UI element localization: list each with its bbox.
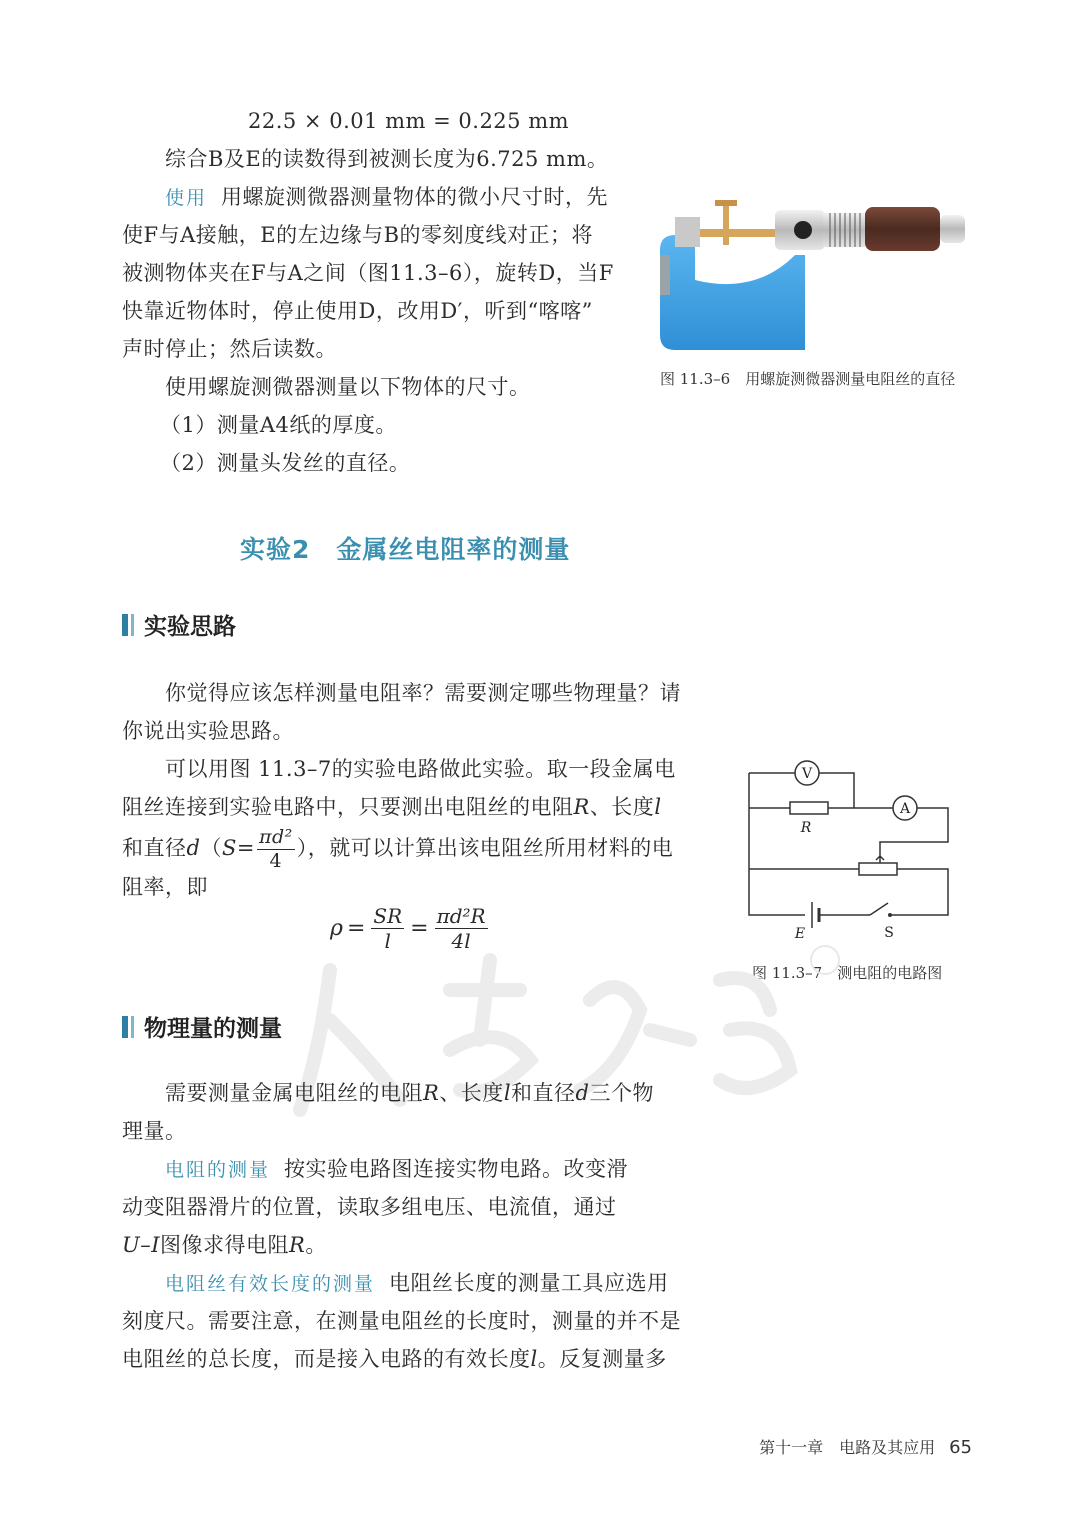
area-fraction	[257, 828, 295, 871]
text-span: 、长度	[439, 1081, 504, 1105]
text-span: 、长度	[589, 795, 655, 819]
text-span: 和直径	[511, 1081, 576, 1105]
figure-6-caption: 图 11.3–6 用螺旋测微器测量电阻丝的直径	[660, 370, 956, 388]
usage-line-4: 快靠近物体时，停止使用D，改用D′，听到“喀喀”	[122, 299, 593, 323]
text-span: 。反复测量多	[537, 1347, 667, 1371]
wire-sample	[700, 229, 780, 237]
text-span: （	[200, 836, 222, 860]
quantities-line-2: 理量。	[122, 1119, 187, 1143]
keyword-resistance: 电阻的测量	[165, 1159, 271, 1181]
quantities-line	[165, 1080, 725, 1106]
question-line-2: 你说出实验思路。	[122, 719, 294, 743]
switch-lever	[870, 903, 888, 915]
text-span: 电阻丝长度的测量工具应选用	[389, 1271, 669, 1295]
chapter-title: 第十一章 电路及其应用	[759, 1438, 936, 1457]
section-title: 实验2 金属丝电阻率的测量	[240, 535, 571, 564]
usage-line	[165, 184, 725, 211]
text-span: 三个物	[589, 1081, 654, 1105]
figure-7-caption: 图 11.3–7 测电阻的电路图	[752, 964, 943, 982]
frame-shape	[660, 235, 805, 350]
length-line-3	[122, 1346, 682, 1372]
formula-fraction-2	[435, 906, 488, 951]
task-item-2: （2）测量头发丝的直径。	[160, 451, 411, 475]
usage-text: 用螺旋测微器测量物体的微小尺寸时，先	[221, 185, 609, 209]
text-span: 阻丝连接到实验电路中，只要测出电阻丝的电阻	[122, 795, 574, 819]
fraction-numerator: πd²R	[436, 904, 486, 928]
var-l: l	[503, 1081, 512, 1105]
reading-result: 综合B及E的读数得到被测长度为6.725 mm。	[165, 147, 609, 171]
resistor-icon	[790, 802, 828, 814]
heading-measurement	[122, 1010, 282, 1043]
keyword-usage: 使用	[165, 187, 208, 209]
switch-contact	[888, 913, 892, 917]
heading-experiment-idea	[122, 608, 236, 641]
text-span: 按实验电路图连接实物电路。改变滑	[284, 1157, 629, 1181]
grip	[865, 207, 940, 251]
var-d: d	[186, 836, 201, 860]
resistance-line-2: 动变阻器滑片的位置，读取多组电压、电流值，通过	[122, 1195, 617, 1219]
length-line	[165, 1270, 725, 1297]
usage-line-2: 使F与A接触，E的左边缘与B的零刻度线对正；将	[122, 223, 593, 247]
text-span: 和直径	[122, 836, 187, 860]
text-span: 需要测量金属电阻丝的电阻	[165, 1081, 423, 1105]
page-number: 65	[949, 1437, 972, 1458]
equals-sign: =	[346, 916, 366, 941]
heading-bar-icon	[122, 1016, 134, 1038]
ratchet	[940, 215, 965, 243]
rheostat-slider-arrow-icon	[876, 856, 884, 863]
text-span: 。	[305, 1233, 327, 1257]
length-line-2: 刻度尺。需要注意，在测量电阻丝的长度时，测量的并不是	[122, 1309, 681, 1333]
keyword-length: 电阻丝有效长度的测量	[165, 1273, 376, 1295]
fraction-numerator: πd²	[258, 826, 293, 848]
sample-holder-top	[715, 200, 737, 206]
sample-holder	[723, 200, 729, 245]
text-span: 图像求得电阻	[160, 1233, 289, 1257]
resistor-label: R	[800, 820, 812, 836]
method-line-2	[122, 794, 682, 820]
anvil-block	[675, 217, 700, 247]
text-span: 电阻丝的总长度，而是接入电路的有效长度	[122, 1347, 531, 1371]
wire-rheostat-right	[890, 869, 948, 915]
rho-symbol: ρ	[330, 916, 343, 941]
var-l: l	[530, 1347, 538, 1371]
formula-fraction-1	[371, 906, 404, 951]
usage-line-3: 被测物体夹在F与A之间（图11.3–6），旋转D，当F	[122, 261, 614, 285]
method-line-3	[122, 828, 682, 872]
question-line: 你觉得应该怎样测量电阻率？需要测定哪些物理量？请	[165, 681, 681, 705]
heading-bar-icon	[122, 614, 134, 636]
ui-graph-label: U–I	[122, 1233, 160, 1257]
ammeter-label: A	[899, 801, 911, 817]
equals-sign: =	[236, 836, 255, 860]
heading-text: 物理量的测量	[144, 1016, 282, 1042]
usage-line-5: 声时停止；然后读数。	[122, 337, 337, 361]
equals-sign: =	[410, 916, 429, 941]
fraction-denominator: 4l	[451, 929, 471, 953]
thimble	[823, 213, 865, 247]
wire-left	[749, 773, 805, 915]
voltmeter-label: V	[801, 766, 813, 782]
anvil-shape	[660, 255, 670, 295]
thimble-scale-ticks	[830, 213, 860, 247]
var-R: R	[423, 1081, 440, 1105]
var-d: d	[575, 1081, 590, 1105]
battery-label: E	[794, 926, 806, 942]
var-R: R	[573, 795, 590, 819]
method-line: 可以用图 11.3–7的实验电路做此实验。取一段金属电	[165, 757, 676, 781]
resistance-line-3	[122, 1232, 682, 1258]
fraction-denominator: l	[384, 929, 391, 953]
fraction-numerator: SR	[373, 904, 403, 928]
micrometer-illustration	[655, 195, 975, 355]
text-span: ），就可以计算出该电阻丝所用材料的电	[296, 836, 674, 860]
lock-knob-icon	[794, 221, 812, 239]
task-item-1: （1）测量A4纸的厚度。	[160, 413, 397, 437]
resistivity-formula	[330, 906, 490, 951]
fraction-denominator: 4	[269, 850, 283, 872]
task-intro: 使用螺旋测微器测量以下物体的尺寸。	[165, 375, 531, 399]
rheostat-icon	[859, 863, 897, 875]
heading-text: 实验思路	[144, 614, 236, 640]
resistance-line	[165, 1156, 725, 1183]
var-S: S	[221, 836, 237, 860]
method-line-4: 阻率，即	[122, 875, 208, 899]
circuit-diagram	[740, 760, 960, 945]
var-R: R	[289, 1233, 306, 1257]
calc-line: 22.5 × 0.01 mm = 0.225 mm	[248, 109, 570, 133]
page-footer	[759, 1435, 972, 1458]
switch-label: S	[884, 925, 894, 941]
var-l: l	[654, 795, 662, 819]
